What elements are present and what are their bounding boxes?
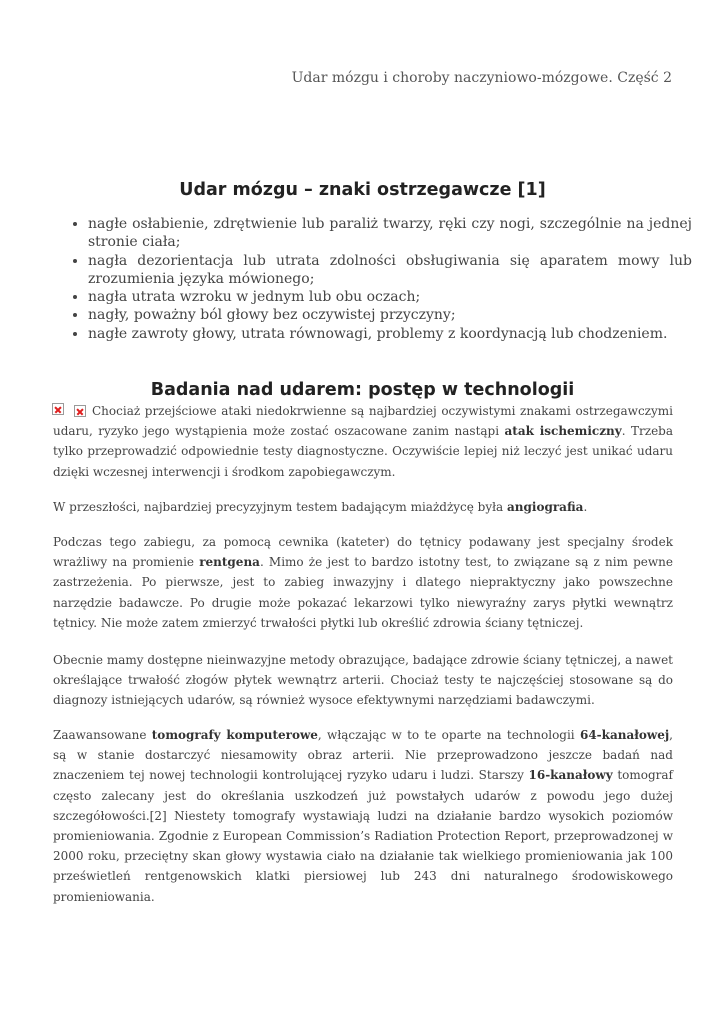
paragraph: Chociaż przejściowe ataki niedokrwienne są najbardziej oczywistymi znakami ostrzegawczymi udaru, ryzyko jego wystąpienia może zostać oszacowane zanim nastąpi atak ischemiczny. Trzeba tylko przeprowadzić odpowiednie testy diagnostyczne. Oczywiście lepiej niż leczyć jest unikać udaru dzięki wczesnej interwencji i środkom zapobiegawczym. — [53, 404, 674, 479]
list-item: • nagła utrata wzroku w jednym lub obu oczach; — [88, 288, 692, 306]
research-heading: Badania nad udarem: postęp w technologii — [150, 380, 575, 400]
warning-signs-list — [70, 215, 692, 343]
broken-image-icon — [74, 405, 86, 417]
paragraph: Obecnie mamy dostępne nieinwazyjne metody obrazujące, badające zdrowie ściany tętniczej, a nawet określające trwałość złogów płytek wewnątrz arterii. Chociaż testy te najczęściej stosowane są do diagnozy istniejących udarów, są również wysoce efektywnymi narzędziami badawczymi. — [53, 653, 673, 708]
paragraph: W przeszłości, najbardziej precyzyjnym testem badającym miażdżycę była angiografia. — [53, 500, 588, 514]
list-item: • nagłe zawroty głowy, utrata równowagi, problemy z koordynacją lub chodzeniem. — [88, 325, 692, 343]
paragraph: Podczas tego zabiegu, za pomocą cewnika (kateter) do tętnicy podawany jest specjalny środek wrażliwy na promienie rentgena. Mimo że jest to bardzo istotny test, to związane są z nim pewne zastrzeżenia. Po pierwsze, jest to zabieg inwazyjny i dlatego niepraktyczny jako powszechne narzędzie badawcze. Po drugie może pokazać lekarzowi tylko niewyraźny zarys płytki wewnątrz tętnicy. Nie może zatem zmierzyć trwałości płytki lub określić zdrowia ściany tętniczej. — [53, 535, 674, 630]
list-item: • nagły, poważny ból głowy bez oczywistej przyczyny; — [88, 306, 692, 324]
list-item: • nagłe osłabienie, zdrętwienie lub paraliż twarzy, ręki czy nogi, szczególnie na jednej stronie ciała; — [88, 215, 692, 252]
list-item: • nagła dezorientacja lub utrata zdolności obsługiwania się aparatem mowy lub zrozumienia języka mówionego; — [88, 252, 692, 289]
running-header: Udar mózgu i choroby naczyniowo-mózgowe. Część 2 — [291, 70, 672, 86]
warning-signs-heading: Udar mózgu – znaki ostrzegawcze [1] — [179, 180, 546, 200]
paragraph: Zaawansowane tomografy komputerowe, włączając w to te oparte na technologii 64-kanałowej, są w stanie dostarczyć niesamowity obraz arterii. Nie przeprowadzono jeszcze badań nad znaczeniem tej nowej technologii kontrolującej ryzyko udaru i ludzi. Starszy 16-kanałowy tomograf często zalecany jest do określania uszkodzeń już powstałych udarów z powodu jego dużej szczegółowości.[2] Niestety tomografy wystawiają ludzi na działanie bardzo wysokich poziomów promieniowania. Zgodnie z European Commission’s Radiation Protection Report, przeprowadzonej w 2000 roku, przeciętny skan głowy wystawia ciało na działanie tak wielkiego promieniowania jak 100 prześwietleń rentgenowskich klatki piersiowej lub 243 dni naturalnego środowiskowego promieniowania. — [53, 728, 673, 904]
